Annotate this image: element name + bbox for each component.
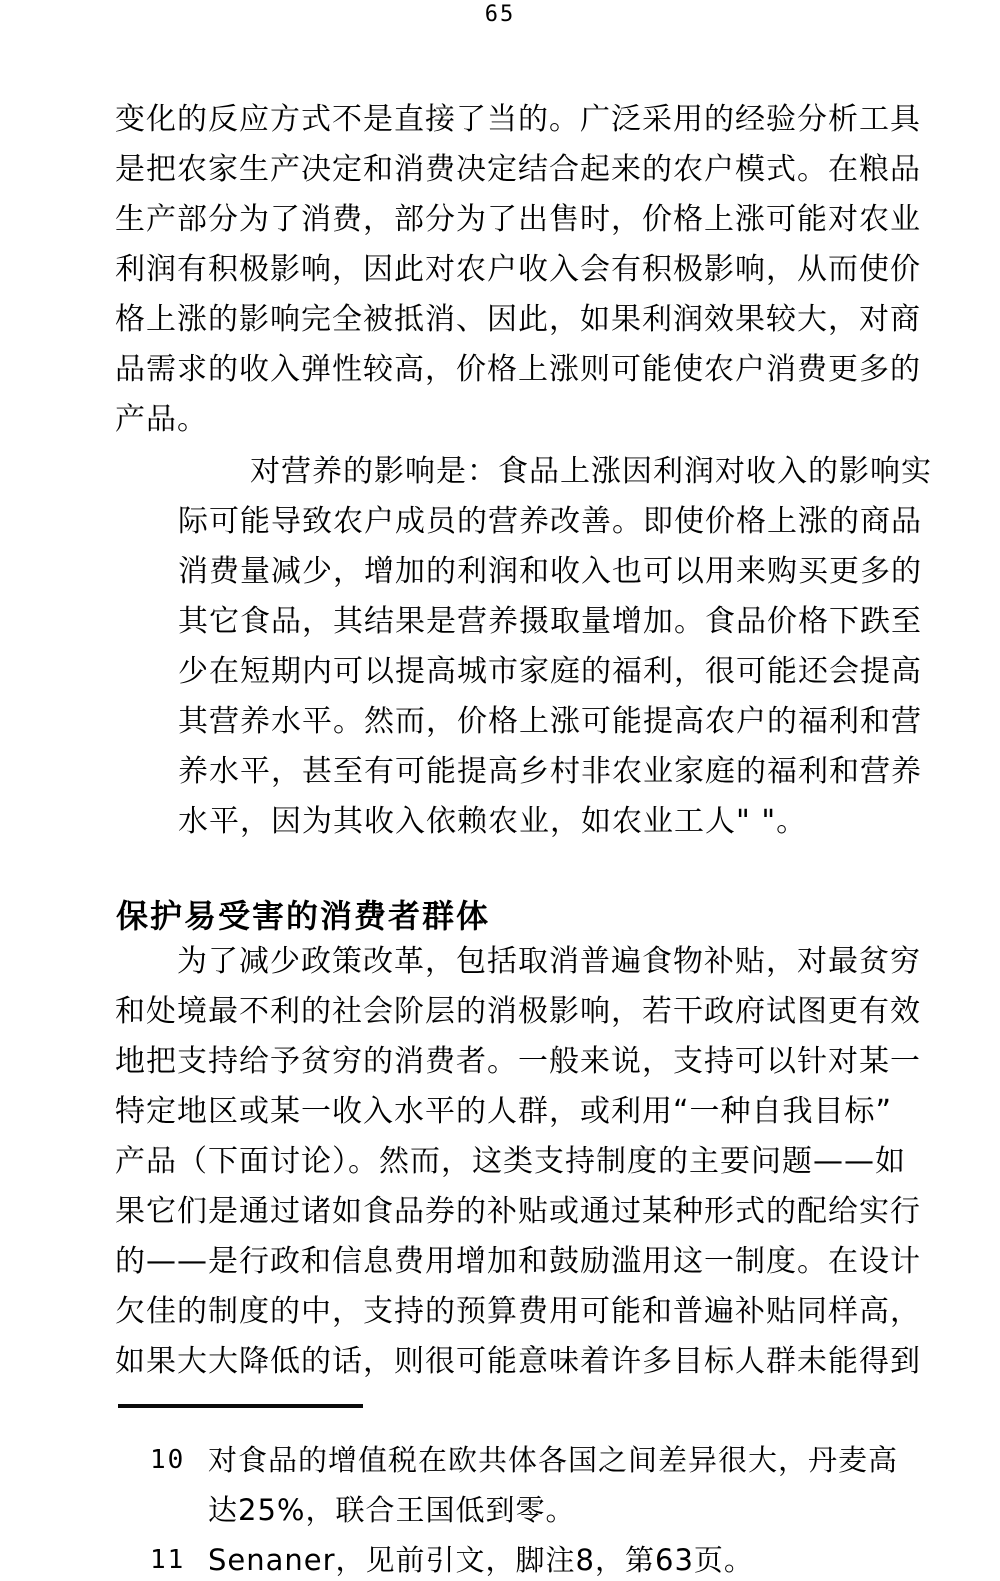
- quote-line: 消费量减少，增加的利润和收入也可以用来购买更多的: [178, 554, 922, 589]
- footnote-line: Senaner，见前引文，脚注8，第63页。: [208, 1543, 754, 1577]
- body-line: 产品（下面讨论）。然而，这类支持制度的主要问题——如: [115, 1144, 906, 1179]
- body-line: 品需求的收入弹性较高，价格上涨则可能使农户消费更多的: [115, 352, 921, 387]
- paragraph-price-effects: [115, 95, 923, 445]
- body-line: 利润有积极影响，因此对农户收入会有积极影响，从而使价: [115, 252, 921, 287]
- footnote-10: [150, 1435, 940, 1535]
- body-line: 为了减少政策改革，包括取消普遍食物补贴，对最贫穷: [177, 944, 921, 979]
- body-line: 果它们是通过诸如食品券的补贴或通过某种形式的配给实行: [115, 1194, 921, 1229]
- quote-line: 养水平，甚至有可能提高乡村非农业家庭的福利和营养: [178, 754, 922, 789]
- body-line: 和处境最不利的社会阶层的消极影响，若干政府试图更有效: [115, 994, 921, 1029]
- quote-line: 其它食品，其结果是营养摄取量增加。食品价格下跌至: [178, 604, 922, 639]
- footnote-separator-rule: [118, 1404, 363, 1408]
- quote-line: 其营养水平。然而，价格上涨可能提高农户的福利和营: [178, 704, 922, 739]
- body-line: 生产部分为了消费，部分为了出售时，价格上涨可能对农业: [115, 202, 921, 237]
- body-line: 产品。: [115, 402, 208, 437]
- body-line: 特定地区或某一收入水平的人群，或利用“一种自我目标”: [115, 1094, 893, 1129]
- quote-line: 际可能导致农户成员的营养改善。即使价格上涨的商品: [178, 504, 922, 539]
- body-line: 变化的反应方式不是直接了当的。广泛采用的经验分析工具: [115, 102, 921, 137]
- footnote-line: 对食品的增值税在欧共体各国之间差异很大，丹麦高: [208, 1443, 899, 1477]
- body-line: 欠佳的制度的中，支持的预算费用可能和普遍补贴同样高，: [115, 1294, 921, 1329]
- paragraph-nutrition-block: [178, 447, 932, 847]
- body-line: 是把农家生产决定和消费决定结合起来的农户模式。在粮品: [115, 152, 921, 187]
- section-heading: 保护易受害的消费者群体: [116, 897, 491, 935]
- footnote-11: [150, 1535, 940, 1581]
- footnote-number: 10: [150, 1445, 186, 1475]
- body-line: 如果大大降低的话，则很可能意味着许多目标人群未能得到: [115, 1344, 921, 1379]
- quote-line: 少在短期内可以提高城市家庭的福利，很可能还会提高: [178, 654, 922, 689]
- footnote-line: 达25%，联合王国低到零。: [208, 1493, 576, 1527]
- quote-line: 水平，因为其收入依赖农业，如农业工人" "。: [178, 804, 808, 839]
- footnote-text: [208, 1435, 898, 1535]
- footnote-number: 11: [150, 1545, 186, 1575]
- body-line: 的——是行政和信息费用增加和鼓励滥用这一制度。在设计: [115, 1244, 921, 1279]
- body-line: 地把支持给予贫穷的消费者。一般来说，支持可以针对某一: [115, 1044, 921, 1079]
- page-number: 65: [484, 2, 516, 27]
- footnote-text: [208, 1535, 754, 1581]
- body-line: 格上涨的影响完全被抵消、因此，如果利润效果较大，对商: [115, 302, 921, 337]
- quote-line: 对营养的影响是：食品上涨因利润对收入的影响实: [250, 454, 932, 489]
- footnotes-section: [150, 1435, 940, 1581]
- paragraph-protecting-consumers: [115, 937, 923, 1387]
